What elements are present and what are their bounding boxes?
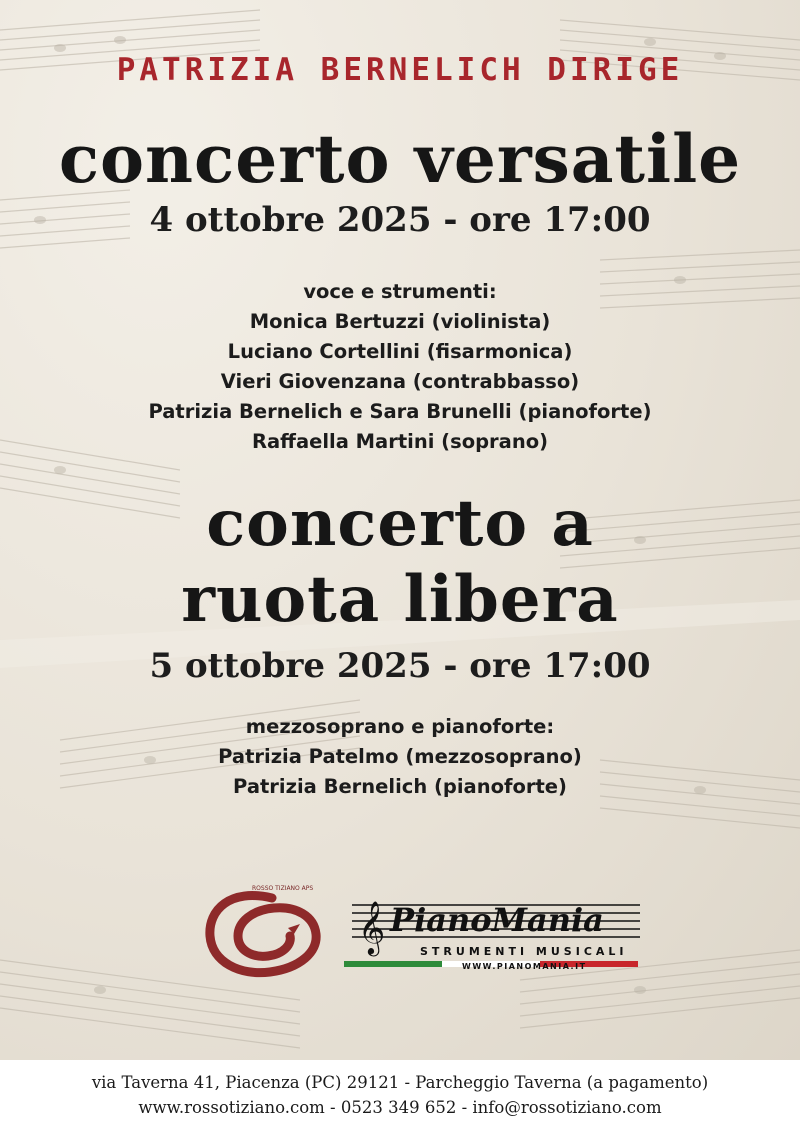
concert1-lineup bbox=[0, 277, 800, 457]
concert2-title-line1: concerto a bbox=[206, 486, 594, 561]
rosso-tiziano-logo bbox=[200, 880, 330, 980]
concert2-date: 5 ottobre 2025 - ore 17:00 bbox=[149, 646, 651, 686]
concert2-section-label: mezzosoprano e pianoforte: bbox=[245, 715, 555, 738]
concert1-title: concerto versatile bbox=[58, 120, 742, 198]
treble-clef-icon: 𝄞 bbox=[358, 900, 386, 954]
concert2-title-line2: ruota libera bbox=[181, 562, 619, 637]
performer-item: Luciano Cortellini (fisarmonica) bbox=[227, 340, 573, 363]
conductor-line: PATRIZIA BERNELICH DIRIGE bbox=[116, 52, 684, 88]
performer-item: Monica Bertuzzi (violinista) bbox=[249, 310, 551, 333]
rosso-tiziano-small-text: ROSSO TIZIANO APS bbox=[252, 885, 314, 892]
pianomania-tagline: STRUMENTI MUSICALI bbox=[420, 945, 628, 958]
performer-item: Patrizia Bernelich e Sara Brunelli (pianoforte) bbox=[148, 400, 652, 423]
performer-item: Raffaella Martini (soprano) bbox=[251, 430, 549, 453]
concert1-date: 4 ottobre 2025 - ore 17:00 bbox=[149, 200, 651, 240]
performer-item: Patrizia Bernelich (pianoforte) bbox=[233, 775, 567, 798]
footer-contacts: www.rossotiziano.com - 0523 349 652 - info@rossotiziano.com bbox=[138, 1098, 662, 1117]
footer bbox=[0, 1060, 800, 1131]
performer-item: Vieri Giovenzana (contrabbasso) bbox=[220, 370, 580, 393]
concert2-lineup bbox=[0, 712, 800, 802]
footer-address: via Taverna 41, Piacenza (PC) 29121 - Parcheggio Taverna (a pagamento) bbox=[91, 1073, 709, 1092]
pianomania-name: PianoMania bbox=[390, 901, 604, 939]
concert1-section-label: voce e strumenti: bbox=[303, 280, 497, 303]
performer-item: Patrizia Patelmo (mezzosoprano) bbox=[218, 745, 582, 768]
pianomania-logo bbox=[340, 885, 645, 975]
concert2-title bbox=[0, 486, 800, 638]
pianomania-url: WWW.PIANOMANIA.IT bbox=[462, 962, 587, 971]
